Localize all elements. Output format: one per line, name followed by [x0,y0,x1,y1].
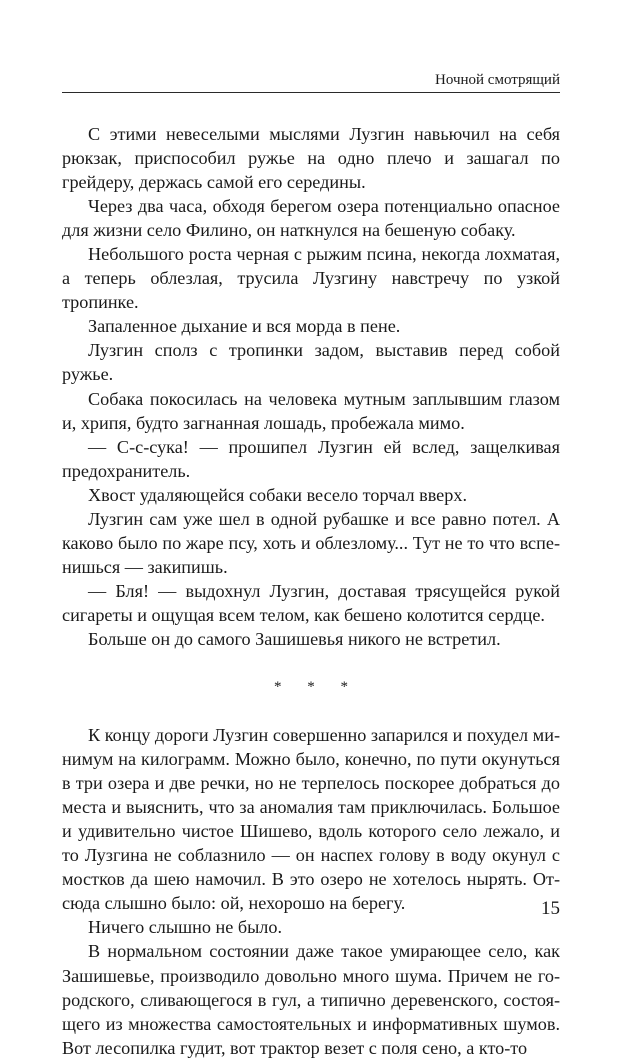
paragraph: Больше он до самого Зашишевья никого не встретил. [88,628,501,649]
paragraph: — С-с-сука! — прошипел Лузгин ей вслед, защелкивая предохранитель. [62,436,560,481]
paragraph: В нормальном состоянии даже такое умирающее село, как Зашишевье, производило довольно много шума. Причем не городского, сливающегося в гул, а типично деревенского, состоящего из множества самостоятельных и информативных шумов. Вот лесопилка гудит, вот трактор везет с поля сено, а кто-то [62,941,560,1058]
paragraph: Лузгин сполз с тропинки задом, выставив перед собой ружье. [62,340,560,385]
paragraph: Хвост удаляющейся собаки весело торчал вверх. [88,484,467,505]
section-break-asterisks: * * * [274,679,359,696]
page-number: 15 [541,898,560,919]
paragraph: Лузгин сам уже шел в одной рубашке и все равно потел. А каково было по жаре псу, хоть и облезлому... Тут не то что вспенишься — закипишь. [62,508,560,577]
paragraph: Собака покосилась на человека мутным заплывшим глазом и, хрипя, будто загнанная лошадь, пробежала мимо. [62,388,560,433]
paragraph: К концу дороги Лузгин совершенно запарился и похудел минимум на килограмм. Можно было, конечно, по пути окунуться в три озера и две речки, но не терпелось поскорее добраться до места и выяснить, что за аномалия там приключилась. Большое и удивительно чистое Шишево, вдоль которого село лежало, и то Лузгина не соблазнило — он наспех голову в воду окунул с мостков да шею намочил. В это озеро не хотелось нырять. Отсюда слышно было: ой, нехорошо на берегу. [62,725,560,914]
paragraph: — Бля! — выдохнул Лузгин, доставая трясущейся рукой сигареты и ощущая всем телом, как бешено колотится сердце. [62,580,560,625]
running-head-title: Ночной смотрящий [435,72,560,88]
paragraph: Через два часа, обходя берегом озера потенциально опасное для жизни село Филино, он наткнулся на бешеную собаку. [62,196,560,241]
paragraph: С этими невеселыми мыслями Лузгин навьючил на себя рюкзак, приспособил ружье на одно плечо и зашагал по грейдеру, держась самой его середины. [62,124,560,193]
paragraph: Небольшого роста черная с рыжим псина, некогда лохматая, а теперь облезлая, трусила Лузгину навстречу по узкой тропинке. [62,244,560,313]
paragraph: Запаленное дыхание и вся морда в пене. [88,316,401,337]
body-text [62,122,560,1060]
paragraph: Ничего слышно не было. [88,917,283,938]
running-head [62,70,560,93]
